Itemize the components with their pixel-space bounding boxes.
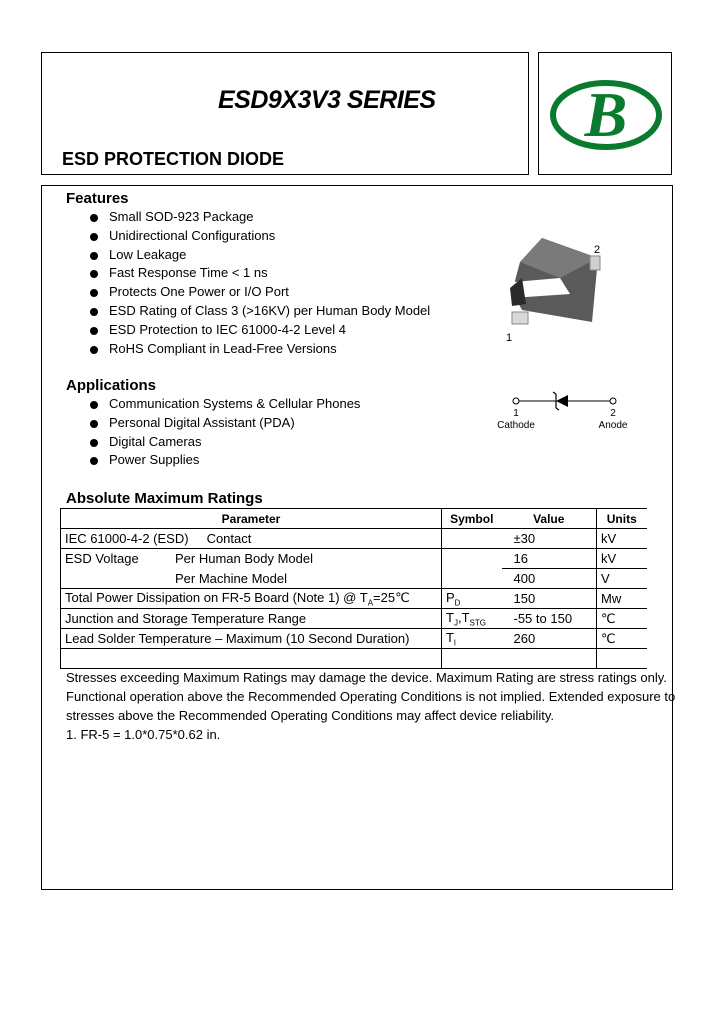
features-heading: Features (66, 190, 129, 207)
header-symbol: Symbol (442, 509, 502, 529)
ratings-table (60, 508, 647, 669)
bullet-icon (90, 346, 98, 354)
bullet-icon (90, 401, 98, 409)
table-row: ESD Voltage Per Human Body Model 16 kV (61, 549, 647, 569)
bullet-icon (90, 420, 98, 428)
bullet-icon (90, 289, 98, 297)
table-row: Junction and Storage Temperature Range $T_J,T_{STG}$ -55 to 150 ℃ (61, 609, 647, 629)
package-pin2-label: 2 (594, 244, 601, 256)
features-list (90, 208, 430, 358)
page-subtitle: ESD PROTECTION DIODE (62, 149, 285, 169)
table-row: Per Machine Model 400 V (61, 569, 647, 589)
bullet-icon (90, 270, 98, 278)
feature-item: Protects One Power or I/O Port (90, 283, 430, 302)
note-line: stresses above the Recommended Operating Conditions may affect device reliability. (66, 708, 554, 723)
bullet-icon (90, 457, 98, 465)
feature-item: Small SOD-923 Package (90, 208, 430, 227)
feature-item: Low Leakage (90, 246, 430, 265)
bullet-icon (90, 233, 98, 241)
applications-heading: Applications (66, 377, 157, 394)
note-line: 1. FR-5 = 1.0*0.75*0.62 in. (66, 727, 221, 742)
bullet-icon (90, 439, 98, 447)
header-value: Value (502, 509, 597, 529)
table-header-row (61, 509, 647, 529)
table-row: IEC 61000-4-2 (ESD) Contact ±30 kV (61, 529, 647, 549)
feature-item: Fast Response Time < 1 ns (90, 264, 430, 283)
application-item: Communication Systems & Cellular Phones (90, 395, 360, 414)
header-parameter: Parameter (61, 509, 442, 529)
diode-pin1-number: 1 (513, 408, 519, 419)
series-title: ESD9X3V3 SERIES (218, 86, 436, 114)
table-row: Lead Solder Temperature – Maximum (10 Second Duration) $T_l$ 260 ℃ (61, 629, 647, 649)
application-item: Personal Digital Assistant (PDA) (90, 414, 360, 433)
applications-list (90, 395, 360, 470)
note-line: Functional operation above the Recommended Operating Conditions is not implied. Extended exposure to (66, 689, 676, 704)
logo-letter: B (584, 79, 628, 150)
feature-item: ESD Rating of Class 3 (>16KV) per Human Body Model (90, 302, 430, 321)
ratings-notes (66, 668, 676, 744)
bullet-icon (90, 308, 98, 316)
feature-item: Unidirectional Configurations (90, 227, 430, 246)
application-item: Digital Cameras (90, 433, 360, 452)
diode-pin2-number: 2 (610, 408, 616, 419)
table-row-empty (61, 649, 647, 669)
bullet-icon (90, 252, 98, 260)
logo-frame (538, 52, 672, 175)
table-row: Total Power Dissipation on FR-5 Board (Note 1) @ $T_A=25℃$ $P_D$ 150 Mw (61, 589, 647, 609)
bullet-icon (90, 214, 98, 222)
diode-anode-label: Anode (598, 420, 628, 431)
package-pin1-label: 1 (506, 332, 513, 344)
note-line: Stresses exceeding Maximum Ratings may damage the device. Maximum Rating are stress ratings only. (66, 670, 667, 685)
feature-item: ESD Protection to IEC 61000-4-2 Level 4 (90, 321, 430, 340)
diode-cathode-label: Cathode (497, 420, 535, 431)
ratings-heading: Absolute Maximum Ratings (66, 490, 263, 507)
application-item: Power Supplies (90, 451, 360, 470)
feature-item: RoHS Compliant in Lead-Free Versions (90, 340, 430, 359)
bullet-icon (90, 327, 98, 335)
header-units: Units (597, 509, 647, 529)
company-logo (538, 52, 672, 175)
